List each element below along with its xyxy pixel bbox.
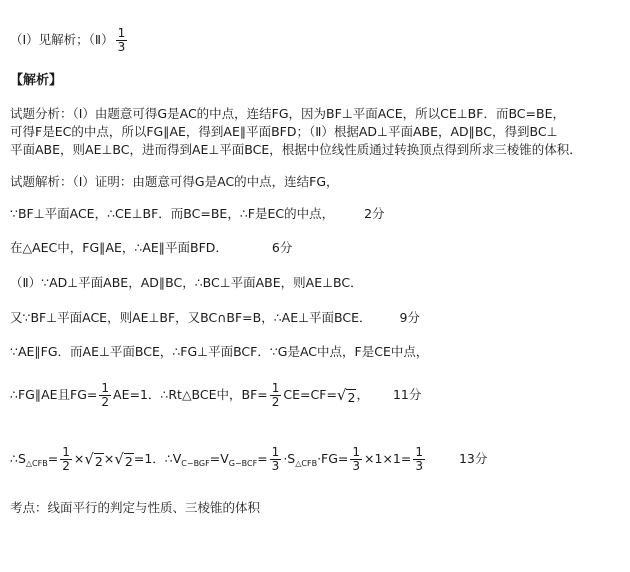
answer-prefix: （Ⅰ）见解析；（Ⅱ） (10, 32, 114, 47)
solution-step-3: （Ⅱ）∵AD⊥平面ABE，AD∥BC，∴BC⊥平面ABE，则AE⊥BC． (10, 275, 363, 290)
step-6-score: 11分 (392, 387, 422, 402)
step-1-text: ∵BF⊥平面ACE，∴CE⊥BF．而BC=BE，∴F是EC的中点， (10, 206, 335, 221)
step-7-part-f: =V (209, 451, 229, 466)
step-7-part-d: × (103, 451, 115, 466)
subscript: C−BGF (181, 459, 210, 468)
solution-step-5: ∵AE∥FG．而AE⊥平面BCE，∴FG⊥平面BCF．∵G是AC中点，F是CE中点， (10, 344, 429, 359)
step-7-score: 13分 (458, 451, 488, 466)
step-7-part-h: ·S (283, 451, 296, 466)
step-7-part-a: ∴S (10, 451, 26, 466)
step-2-score: 6分 (271, 240, 293, 255)
analysis-line-3: 平面ABE，则AE⊥BC，进而得到AE⊥平面BCE，根据中位线性质通过转换顶点得到所求三棱锥的体积． (10, 142, 582, 157)
section-title: 【解析】 (10, 73, 63, 88)
fraction-third: $\frac{1}{3}$ (415, 445, 423, 473)
sqrt-two: √ 2 (336, 385, 356, 405)
step-2-text: 在△AEC中，FG∥AE，∴AE∥平面BFD． (10, 240, 228, 255)
solution-step-4 (10, 309, 420, 327)
step-4-score: 9分 (399, 310, 420, 325)
step-6-part-a: ∴FG∥AE且FG= (10, 387, 98, 402)
solution-intro: 试题解析：（Ⅰ）证明：由题意可得G是AC的中点，连结FG， (10, 174, 339, 189)
fraction-third: $\frac{1}{3}$ (271, 445, 280, 473)
answer-line (10, 27, 129, 54)
step-1-score: 2分 (364, 206, 385, 221)
step-4-text: 又∵BF⊥平面ACE，则AE⊥BF，又BC∩BF=B，∴AE⊥平面BCE． (10, 310, 372, 325)
step-7-part-g: = (257, 451, 268, 466)
step-6-part-d: ， (356, 387, 369, 402)
answer-fraction: $\frac{1}{3}$ (117, 26, 126, 54)
step-7-part-c: × (73, 451, 85, 466)
step-6-part-c: CE=CF= (283, 387, 337, 402)
analysis-line-1: 试题分析：（Ⅰ）由题意可得G是AC的中点，连结FG，因为BF⊥平面ACE，所以CE⊥BF．而BC=BE， (10, 106, 565, 121)
solution-step-7 (10, 446, 487, 473)
step-7-part-e: =1．∴V (133, 451, 182, 466)
analysis-line-2: 可得F是EC的中点，所以FG∥AE，得到AE∥平面BFD；（Ⅱ）根据AD⊥平面ABE，AD∥BC，得到BC⊥ (10, 124, 558, 139)
step-7-part-i: ·FG= (317, 451, 349, 466)
step-7-part-j: ×1×1= (364, 451, 412, 466)
step-7-part-b: = (47, 451, 59, 466)
fraction-half: $\frac{1}{2}$ (101, 381, 110, 409)
sqrt-two: √ 2 (114, 449, 133, 469)
kaodian-line: 考点：线面平行的判定与性质、三棱锥的体积 (10, 500, 261, 515)
sqrt-two: √ 2 (84, 449, 103, 469)
fraction-half: $\frac{1}{2}$ (62, 445, 70, 473)
solution-step-6 (10, 382, 421, 409)
fraction-half: $\frac{1}{2}$ (271, 381, 280, 409)
subscript: △CFB (25, 459, 48, 468)
step-6-part-b: AE=1．∴Rt△BCE中，BF= (113, 387, 268, 402)
subscript: △CFB (295, 459, 318, 468)
solution-step-2 (10, 239, 292, 257)
fraction-third: $\frac{1}{3}$ (352, 445, 361, 473)
subscript: G−BCF (228, 459, 258, 468)
solution-step-1 (10, 205, 385, 223)
